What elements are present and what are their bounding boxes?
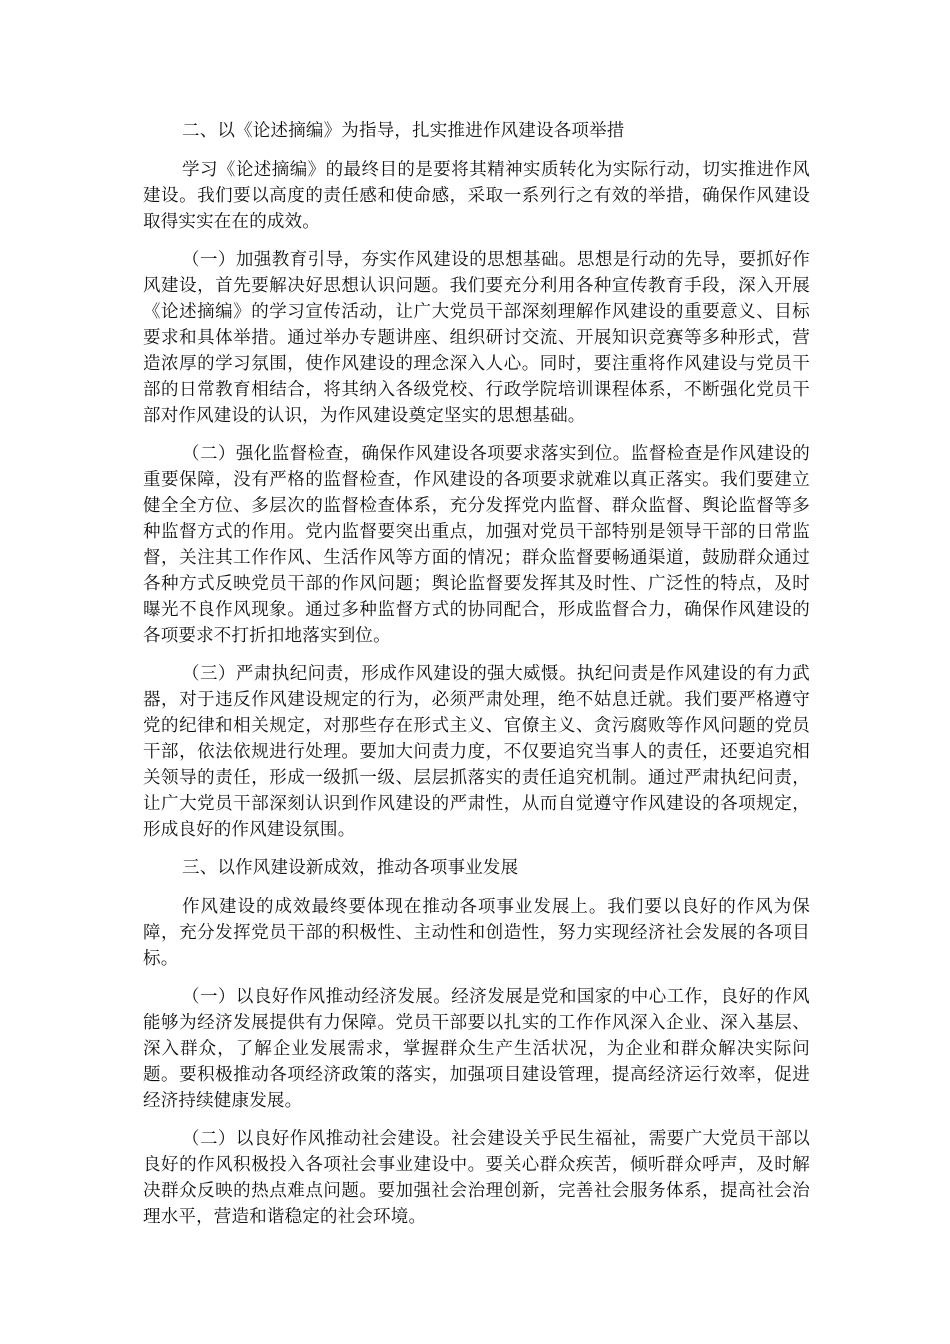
section-heading: 三、以作风建设新成效，推动各项事业发展 — [182, 858, 519, 878]
document-page — [143, 118, 810, 1242]
paragraph: （二）强化监督检查，确保作风建设各项要求落实到位。监督检查是作风建设的重要保障，没有严格的监督检查，作风建设的各项要求就难以真正落实。我们要建立健全全方位、多层次的监督检查体系，充分发挥党内监督、群众监督、舆论监督等多种监督方式的作用。党内监督要突出重点，加强对党员干部特别是领导干部的日常监督，关注其工作作风、生活作风等方面的情况；群众监督要畅通渠道，鼓励群众通过各种方式反映党员干部的作风问题；舆论监督要发挥其及时性、广泛性的特点，及时曝光不良作风现象。通过多种监督方式的协同配合，形成监督合力，确保作风建设的各项要求不打折扣地落实到位。 — [143, 444, 810, 646]
paragraph: 学习《论述摘编》的最终目的是要将其精神实质转化为实际行动，切实推进作风建设。我们要以高度的责任感和使命感，采取一系列行之有效的举措，确保作风建设取得实实在在的成效。 — [143, 160, 810, 232]
section-three — [143, 855, 810, 1230]
paragraph: （三）严肃执纪问责，形成作风建设的强大威慑。执纪问责是作风建设的有力武器，对于违反作风建设规定的行为，必须严肃处理，绝不姑息迁就。我们要严格遵守党的纪律和相关规定，对那些存在形式主义、官僚主义、贪污腐败等作风问题的党员干部，依法依规进行处理。要加大问责力度，不仅要追究当事人的责任，还要追究相关领导的责任，形成一级抓一级、层层抓落实的责任追究机制。通过严肃执纪问责，让广大党员干部深刻认识到作风建设的严肃性，从而自觉遵守作风建设的各项规定，形成良好的作风建设氛围。 — [143, 664, 810, 840]
section-heading: 二、以《论述摘编》为指导，扎实推进作风建设各项举措 — [182, 121, 625, 141]
paragraph: 作风建设的成效最终要体现在推动各项事业发展上。我们要以良好的作风为保障，充分发挥党员干部的积极性、主动性和创造性，努力实现经济社会发展的各项目标。 — [143, 897, 810, 969]
paragraph: （一）以良好作风推动经济发展。经济发展是党和国家的中心工作，良好的作风能够为经济发展提供有力保障。党员干部要以扎实的工作作风深入企业、深入基层、深入群众，了解企业发展需求，掌握群众生产生活状况，为企业和群众解决实际问题。要积极推动各项经济政策的落实，加强项目建设管理，提高经济运行效率，促进经济持续健康发展。 — [143, 987, 810, 1111]
paragraph: （二）以良好作风推动社会建设。社会建设关乎民生福祉，需要广大党员干部以良好的作风积极投入各项社会事业建设中。要关心群众疾苦，倾听群众呼声，及时解决群众反映的热点难点问题。要加强社会治理创新，完善社会服务体系，提高社会治理水平，营造和谐稳定的社会环境。 — [143, 1129, 810, 1227]
section-two — [143, 118, 810, 843]
paragraph: （一）加强教育引导，夯实作风建设的思想基础。思想是行动的先导，要抓好作风建设，首先要解决好思想认识问题。我们要充分利用各种宣传教育手段，深入开展《论述摘编》的学习宣传活动，让广大党员干部深刻理解作风建设的重要意义、目标要求和具体举措。通过举办专题讲座、组织研讨交流、开展知识竞赛等多种形式，营造浓厚的学习氛围，使作风建设的理念深入人心。同时，要注重将作风建设与党员干部的日常教育相结合，将其纳入各级党校、行政学院培训课程体系，不断强化党员干部对作风建设的认识，为作风建设奠定坚实的思想基础。 — [143, 250, 810, 426]
